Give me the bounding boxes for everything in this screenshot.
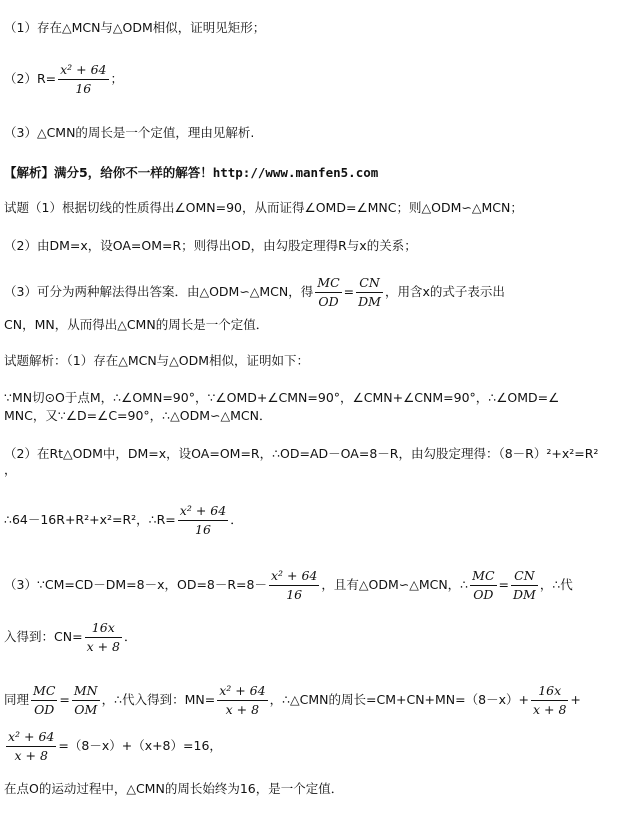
analysis-line-3-suffix: ，用含x的式子表示出	[384, 284, 505, 299]
fraction-numerator: MC	[315, 275, 341, 293]
conclusion: 在点O的运动过程中，△CMN的周长始终为16，是一个定值．	[4, 781, 344, 796]
fraction-numerator: x² + 64	[178, 503, 228, 521]
fraction-mn-term	[6, 729, 56, 764]
fraction-denominator: x + 8	[14, 748, 48, 763]
solution-part2-comma: ，	[4, 462, 17, 477]
solution-title: 试题解析：（1）存在△MCN与△ODM相似，证明如下：	[4, 353, 310, 368]
fraction-denominator: 16	[75, 81, 92, 96]
fraction-cn-result	[85, 620, 122, 655]
fraction-numerator: CN	[511, 568, 538, 586]
analysis-header	[4, 165, 378, 181]
fraction-denominator: x + 8	[86, 639, 120, 654]
solution-part3-line2	[4, 620, 137, 655]
fraction-numerator: 16x	[85, 620, 122, 638]
answer-3: （3）△CMN的周长是一个定值，理由见解析.	[4, 125, 255, 140]
fraction-numerator: MC	[470, 568, 496, 586]
fraction-numerator: x² + 64	[269, 568, 319, 586]
fraction-cn-dm	[356, 275, 383, 310]
fraction-denominator: OD	[318, 294, 339, 309]
solution-part2-equation	[4, 503, 243, 538]
fraction-denominator: DM	[358, 294, 381, 309]
part3-middle: ，且有△ODM∽△MCN，∴	[321, 577, 469, 592]
equals-sign: =	[343, 284, 355, 299]
fraction-denominator: OD	[34, 702, 55, 717]
analysis-line-3	[4, 275, 505, 310]
equals-sign: =	[498, 577, 509, 592]
fraction-denominator: DM	[513, 587, 536, 602]
fraction-denominator: OD	[473, 587, 494, 602]
part4-middle-2: ，∴△CMN的周长=CM+CN+MN=（8－x）+	[269, 692, 529, 707]
analysis-line-3-prefix: （3）可分为两种解法得出答案．由△ODM∽△MCN，得	[4, 284, 314, 299]
analysis-line-4: CN，MN，从而得出△CMN的周长是一个定值．	[4, 317, 269, 332]
part3-suffix: ，∴代	[539, 577, 573, 592]
fraction-r-value	[269, 568, 319, 603]
part3-prefix: （3）∵CM=CD－DM=8－x，OD=8－R=8－	[4, 577, 267, 592]
part4-middle: ，∴代入得到：MN=	[101, 692, 216, 707]
perimeter-result: =（8－x）+（x+8）=16，	[58, 738, 222, 753]
answer-1: （1）存在△MCN与△ODM相似，证明见矩形；	[4, 20, 266, 35]
fraction-mc-od	[31, 683, 57, 718]
part4-prefix: 同理	[4, 692, 30, 707]
equation-suffix: ．	[230, 512, 243, 527]
fraction-cn-term	[531, 683, 568, 718]
fraction-numerator: x² + 64	[58, 62, 108, 80]
part3b-suffix: ．	[124, 629, 137, 644]
fraction-r	[58, 62, 108, 97]
solution-part1-line2: MNC，又∵∠D=∠C=90°，∴△ODM∽△MCN．	[4, 408, 272, 423]
solution-part1-line1: ∵MN切⊙O于点M，∴∠OMN=90°，∵∠OMD+∠CMN=90°，∠CMN+∠CNM=90°，∴∠OMD=∠	[4, 390, 560, 405]
site-url: http://www.manfen5.com	[212, 165, 379, 180]
solution-part2-line1: （2）在Rt△ODM中，DM=x，设OA=OM=R，∴OD=AD－OA=8－R，由勾股定理得：（8－R）²+x²=R²	[4, 446, 599, 461]
fraction-numerator: MC	[31, 683, 57, 701]
answer-2-suffix: ；	[110, 71, 124, 86]
part3b-prefix: 入得到：CN=	[4, 629, 83, 644]
analysis-line-1: 试题（1）根据切线的性质得出∠OMN=90，从而证得∠OMD=∠MNC；则△ODM∽△MCN；	[4, 200, 523, 215]
fraction-mc-od	[315, 275, 341, 310]
answer-2-prefix: （2）R=	[4, 71, 57, 86]
analysis-line-2: （2）由DM=x，设OA=OM=R；则得出OD，由勾股定理得R与x的关系；	[4, 238, 417, 253]
fraction-numerator: MN	[72, 683, 100, 701]
fraction-mn-result	[217, 683, 267, 718]
part4-end: +	[570, 692, 581, 707]
solution-part3-line1	[4, 568, 573, 603]
fraction-mc-od	[470, 568, 496, 603]
fraction-numerator: x² + 64	[6, 729, 56, 747]
equals-sign: =	[59, 692, 70, 707]
analysis-header-label: 【解析】满分5，给你不一样的解答！	[4, 165, 213, 180]
fraction-denominator: x + 8	[532, 702, 567, 717]
solution-part4-line1	[4, 683, 581, 718]
solution-part4-line2	[4, 729, 222, 764]
fraction-denominator: 16	[286, 587, 303, 602]
fraction-mn-om	[72, 683, 100, 718]
fraction-r-result	[178, 503, 228, 538]
fraction-numerator: x² + 64	[217, 683, 267, 701]
fraction-denominator: x + 8	[225, 702, 260, 717]
fraction-numerator: CN	[356, 275, 383, 293]
fraction-numerator: 16x	[531, 683, 568, 701]
fraction-cn-dm	[511, 568, 538, 603]
answer-2	[4, 62, 123, 97]
fraction-denominator: 16	[195, 522, 211, 537]
equation-prefix: ∴64－16R+R²+x²=R²，∴R=	[4, 512, 176, 527]
fraction-denominator: OM	[74, 702, 98, 717]
